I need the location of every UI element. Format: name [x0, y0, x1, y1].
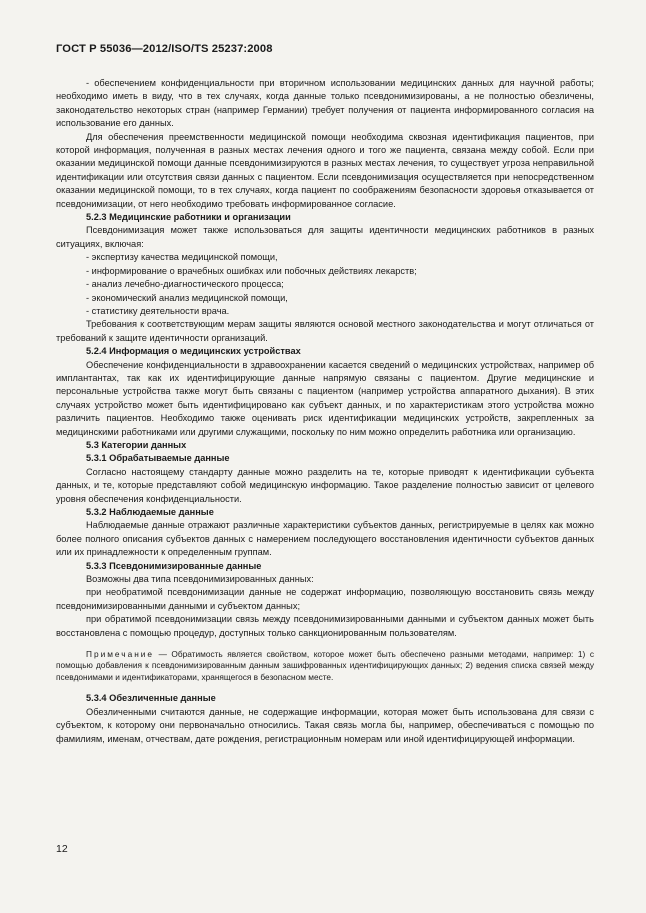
section-heading: 5.3 Категории данных — [86, 439, 187, 450]
paragraph: Псевдонимизация может также использоваться для защиты идентичности медицинских работников в разных ситуациях, включая: — [56, 225, 594, 249]
section-heading: 5.3.3 Псевдонимизированные данные — [86, 560, 262, 571]
section-heading: 5.2.3 Медицинские работники и организации — [86, 212, 291, 223]
section-heading: 5.2.4 Информация о медицинских устройствах — [86, 346, 301, 357]
list-item: - экспертизу качества медицинской помощи, — [86, 252, 278, 263]
section-heading: 5.3.1 Обрабатываемые данные — [86, 453, 230, 464]
document-header: ГОСТ Р 55036—2012/ISO/TS 25237:2008 — [56, 43, 273, 55]
paragraph: Обеспечение конфиденциальности в здравоохранении касается сведений о медицинских устройствах, например об имплантантах, так как их идентифицирующие данные напрямую связаны с пациентом. Другие медицинские и персональные устройства также могут быть связаны с пациентом (например устройства аппаратного дыхания). В этих случаях устройство может быть идентифицировано как субъект данных, и по характеристикам этого устройства можно различить пациентов. Необходимо также оценивать риск идентификации медицинских устройств, закрепленных за медицинскими работниками или другими служащими, поскольку по ним можно определить работника или организацию. — [56, 359, 594, 437]
paragraph: Для обеспечения преемственности медицинской помощи необходима сквозная идентификация пациентов, при которой информация, полученная в разных местах лечения одного и того же пациента, связана между собой. Если при оказании медицинской помощи данные псевдонимизируются в разных местах лечения, то существует угроза неправильной идентификации или отсутствия связи данных с пациентом. Если псевдонимизация осуществляется при непосредственном оказании медицинской помощи, то в тех случаях, когда пациент по соображениям безопасности здоровья отказывается от псевдонимизации, от него необходимо требовать информированное согласие. — [56, 131, 594, 209]
paragraph: Согласно настоящему стандарту данные можно разделить на те, которые приводят к идентификации субъекта данных, и те, которые представляют собой медицинскую информацию. Такое разделение полностью зависит от целевого уровня обеспечения конфиденциальности. — [56, 466, 594, 504]
list-item: - информирование о врачебных ошибках или побочных действиях лекарств; — [86, 265, 417, 276]
list-item: - анализ лечебно-диагностического процесса; — [86, 279, 284, 290]
paragraph: при обратимой псевдонимизации связь между псевдонимизированными данными и субъектом данных может быть восстановлена с помощью процедур, доступных только санкционированным пользователям. — [56, 614, 594, 638]
section-heading: 5.3.2 Наблюдаемые данные — [86, 507, 214, 517]
note — [56, 649, 594, 683]
list-item: - экономический анализ медицинской помощи, — [86, 292, 288, 303]
paragraph: - обеспечением конфиденциальности при вторичном использовании медицинских данных для научной работы; необходимо иметь в виду, что в тех случаях, когда данные только псевдонимизированы, а не полностью обезличены, законодательство некоторых стран (например Германии) требует получения от пациента информированного согласия на использование его данных. — [56, 78, 594, 129]
list-item: - статистику деятельности врача. — [86, 305, 230, 316]
page-number: 12 — [56, 843, 68, 855]
paragraph: при необратимой псевдонимизации данные не содержат информацию, позволяющую восстановить связь между псевдонимизированными данными и субъектом данных; — [56, 587, 594, 611]
note-label: Примечание — [86, 649, 155, 660]
paragraph: Обезличенными считаются данные, не содержащие информации, которая может быть использована для связи с субъектом, к которому они первоначально относились. Такая связь могла бы, например, обеспечиваться с помощью по фамилиям, именам, отчествам, дате рождения, регистрационным номерам или иной идентифицирующей информации. — [56, 706, 594, 744]
note-text: — Обратимость является свойством, которое может быть обеспечено разными методами, например: 1) с помощью добавления к псевдонимизированным данным зашифрованных идентифицирующих данных; 2) ведения списка связей между псевдонимами и идентификаторами, хранящегося в безопасном месте. — [56, 649, 594, 682]
section-heading: 5.3.4 Обезличенные данные — [86, 693, 216, 704]
paragraph: Требования к соответствующим мерам защиты являются основой местного законодательства и могут отличаться от требований к защите идентичности организаций. — [56, 319, 594, 343]
paragraph: Возможны два типа псевдонимизированных данных: — [86, 574, 314, 585]
document-body — [56, 77, 594, 746]
paragraph: Наблюдаемые данные отражают различные характеристики субъектов данных, регистрируемые в целях как можно более полного описания субъектов данных с намерением последующего восстановления идентичности субъектов данных или их принадлежности к определенным группам. — [56, 520, 594, 558]
